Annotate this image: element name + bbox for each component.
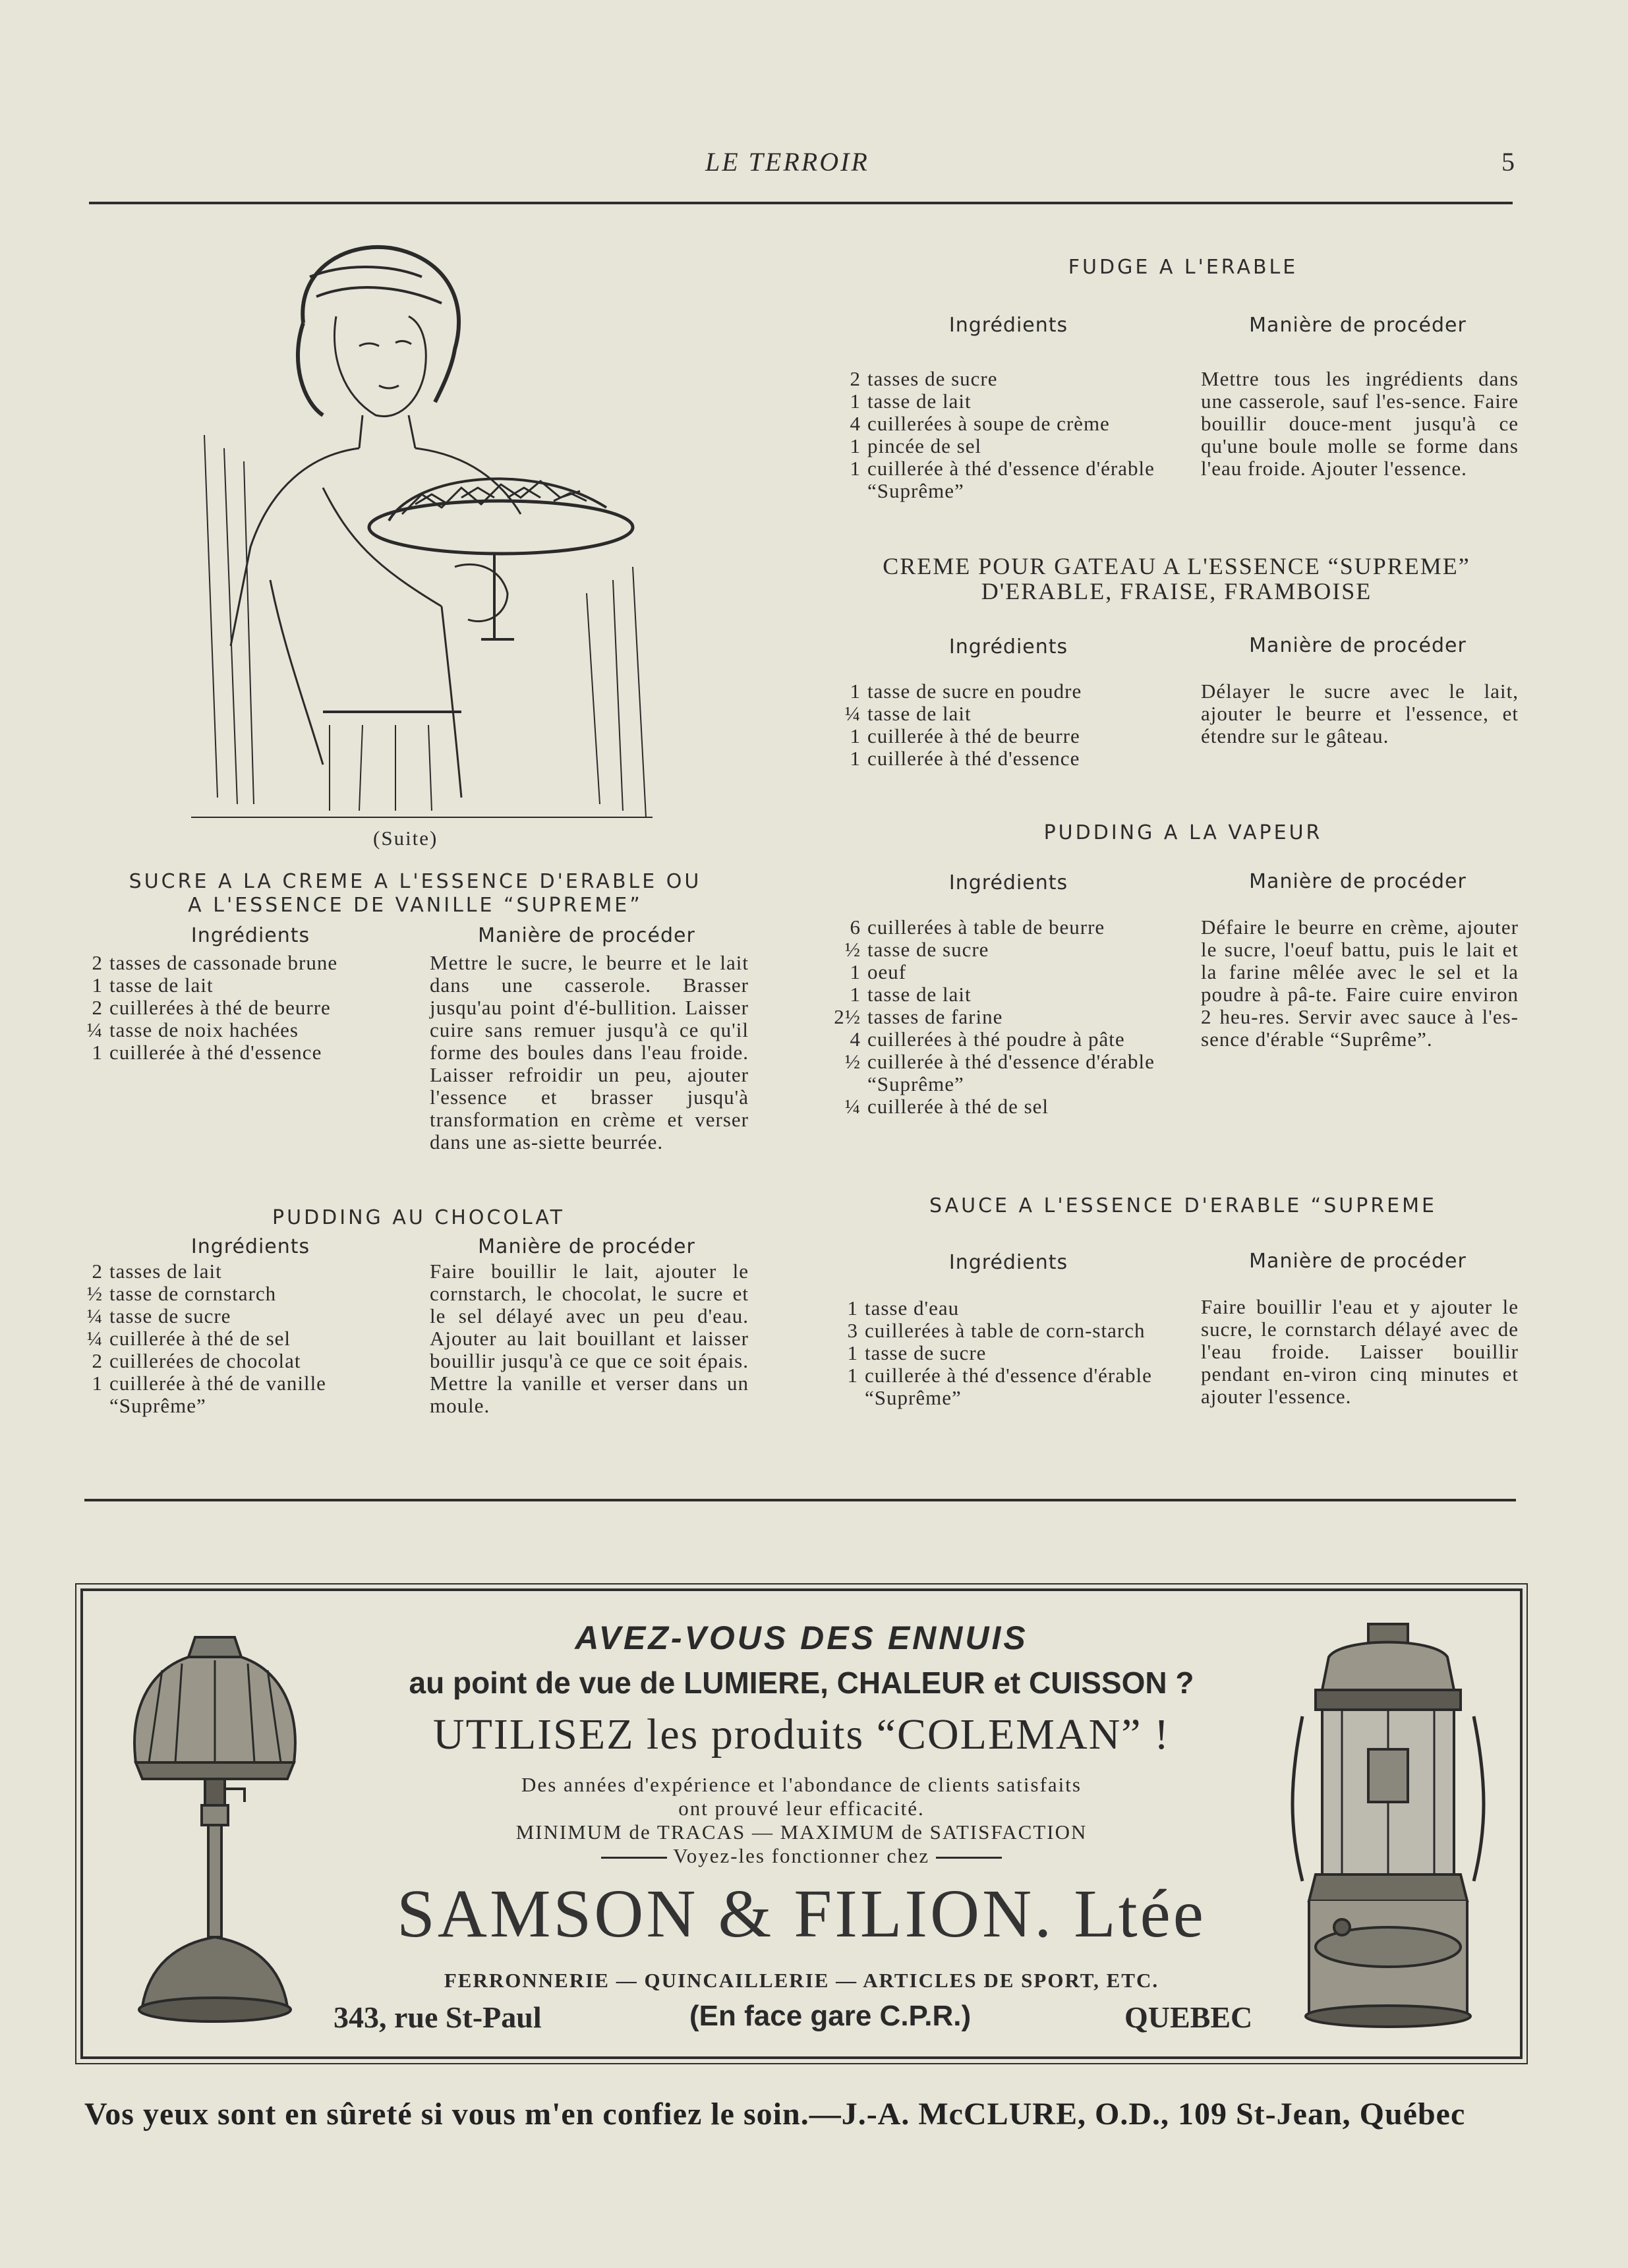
ingredient-text: tasse de lait xyxy=(867,983,972,1006)
ingredients-heading: Ingrédients xyxy=(948,871,1068,894)
ingredient-text: tasse d'eau xyxy=(865,1296,960,1320)
ingredient-text: cuillerée à thé d'essence d'érable “Suprême” xyxy=(867,1050,1155,1095)
ingredient-text: tasse de lait xyxy=(867,390,972,413)
ingredient-item xyxy=(73,1327,415,1350)
procedure-text-creme-gateau: Délayer le sucre avec le lait, ajouter le beurre et l'essence, et étendre sur le gâteau. xyxy=(1201,680,1519,747)
ingredient-quantity: ½ xyxy=(86,1282,103,1305)
ad-trades: FERRONNERIE — QUINCAILLERIE — ARTICLES DE SPORT, ETC. xyxy=(444,1969,1159,1992)
ingredients-heading: Ingrédients xyxy=(190,924,310,947)
ingredient-text: cuillerée à thé d'essence d'érable “Suprême” xyxy=(865,1364,1152,1409)
ingredient-text: cuillerées à soupe de crème xyxy=(867,412,1110,435)
ingredient-list-pudding-vapeur xyxy=(830,916,1180,1118)
ingredient-text: tasse de sucre xyxy=(867,938,989,961)
ingredient-quantity: 1 xyxy=(850,960,861,983)
ingredient-text: tasses de farine xyxy=(867,1005,1003,1028)
ingredient-text: cuillerées de chocolat xyxy=(109,1349,301,1372)
ingredient-item xyxy=(830,457,1180,502)
ad-text-line: MINIMUM de TRACAS — MAXIMUM de SATISFACTION xyxy=(515,1820,1088,1844)
ingredient-list-creme-gateau xyxy=(830,680,1180,770)
illustration-caption: (Suite) xyxy=(373,827,438,850)
header-rule xyxy=(89,202,1513,204)
recipe-title-sucre-creme xyxy=(92,870,738,917)
procedure-text-fudge: Mettre tous les ingrédients dans une casserole, sauf l'es-sence. Faire bouillir douce-ment jusqu'à ce qu'une boule molle se forme dans l'eau froide. Ajouter l'essence. xyxy=(1201,367,1519,480)
ingredient-text: tasse de lait xyxy=(867,702,972,725)
ingredient-text: cuillerée à thé de sel xyxy=(109,1327,291,1350)
ingredient-item xyxy=(828,1342,1180,1364)
ingredient-text: tasses de lait xyxy=(109,1260,222,1283)
procedure-heading: Manière de procéder xyxy=(1249,314,1467,337)
ingredient-quantity: ¼ xyxy=(86,1018,103,1041)
ingredient-item xyxy=(73,1283,415,1305)
ingredient-item xyxy=(830,390,1180,413)
ingredient-item xyxy=(73,1260,415,1283)
ingredient-quantity: 2 xyxy=(92,951,103,974)
ingredient-text: tasse de cornstarch xyxy=(109,1282,277,1305)
coleman-advertisement xyxy=(80,1588,1523,2059)
ingredient-item xyxy=(830,983,1180,1006)
ingredient-item xyxy=(73,1041,415,1064)
ingredient-text: tasse de noix hachées xyxy=(109,1018,299,1041)
ad-address: 343, rue St-Paul xyxy=(334,2000,542,2034)
ingredient-item xyxy=(830,939,1180,961)
ingredient-item xyxy=(830,1006,1180,1028)
ingredient-item xyxy=(830,435,1180,457)
ingredient-quantity: ¼ xyxy=(86,1327,103,1350)
dash-rule xyxy=(601,1857,667,1859)
dash-rule xyxy=(936,1857,1002,1859)
ingredient-quantity: 1 xyxy=(850,390,861,413)
ingredient-text: cuillerée à thé d'essence xyxy=(867,747,1080,770)
ingredient-list-pudding-chocolat xyxy=(73,1260,415,1417)
recipe-title-line: CREME POUR GATEAU A L'ESSENCE “SUPREME” xyxy=(883,553,1470,579)
ingredient-quantity: 1 xyxy=(92,1041,103,1064)
ad-text-line: ont prouvé leur efficacité. xyxy=(678,1797,925,1820)
recipe-title-line: D'ERABLE, FRAISE, FRAMBOISE xyxy=(981,578,1372,604)
recipe-title-fudge: FUDGE A L'ERABLE xyxy=(1068,256,1298,279)
ingredient-item xyxy=(828,1297,1180,1320)
ingredient-quantity: ¼ xyxy=(844,1095,861,1118)
ingredient-text: tasse de sucre xyxy=(109,1304,231,1327)
ingredient-item xyxy=(830,703,1180,725)
recipe-title-line: A L'ESSENCE DE VANILLE “SUPREME” xyxy=(188,894,643,917)
ingredient-item xyxy=(73,1372,415,1417)
ingredients-heading: Ingrédients xyxy=(948,314,1068,337)
ingredient-quantity: 1 xyxy=(92,974,103,997)
ingredient-text: cuillerée à thé de sel xyxy=(867,1095,1049,1118)
ingredient-item xyxy=(830,1028,1180,1051)
procedure-heading: Manière de procéder xyxy=(1249,870,1467,893)
ad-text-line-with-dashes xyxy=(83,1844,1520,1868)
ad-subheadline: au point de vue de LUMIERE, CHALEUR et CUISSON ? xyxy=(409,1666,1194,1700)
ingredient-item xyxy=(830,368,1180,390)
ingredient-list-sucre-creme xyxy=(73,952,415,1064)
ingredient-list-fudge xyxy=(830,368,1180,502)
ingredients-heading: Ingrédients xyxy=(948,635,1068,658)
ingredient-text: tasses de sucre xyxy=(867,367,998,390)
ingredient-text: cuillerées à table de beurre xyxy=(867,916,1105,939)
section-rule xyxy=(84,1499,1516,1501)
ingredient-text: tasse de sucre xyxy=(865,1341,987,1364)
ingredient-item xyxy=(73,1019,415,1041)
ingredient-item xyxy=(830,1051,1180,1095)
procedure-heading: Manière de procéder xyxy=(1249,1250,1467,1273)
ingredient-text: oeuf xyxy=(867,960,907,983)
recipe-title-sauce: SAUCE A L'ESSENCE D'ERABLE “SUPREME xyxy=(929,1194,1437,1217)
ingredient-list-sauce xyxy=(828,1297,1180,1409)
illustration-drawing xyxy=(191,237,653,824)
ingredient-text: tasse de lait xyxy=(109,974,214,997)
procedure-text-pudding-chocolat: Faire bouillir le lait, ajouter le cornstarch, le chocolat, le sucre et le sel délayé avec un peu d'eau. Ajouter au lait bouillant et laisser bouillir jusqu'à ce que ce soit épais. Mettre la vanille et verser dans un moule. xyxy=(430,1260,749,1417)
ad-see-them-text: Voyez-les fonctionner chez xyxy=(673,1844,930,1867)
ingredient-quantity: 3 xyxy=(847,1319,858,1342)
ingredient-text: cuillerée à thé d'essence xyxy=(109,1041,322,1064)
ad-headline: AVEZ-VOUS DES ENNUIS xyxy=(575,1619,1028,1656)
ingredient-text: cuillerée à thé d'essence d'érable “Suprême” xyxy=(867,457,1155,502)
ingredient-quantity: 2 xyxy=(92,1260,103,1283)
ad-company-name: SAMSON & FILION. Ltée xyxy=(397,1876,1206,1952)
ingredient-quantity: ¼ xyxy=(844,702,861,725)
ingredient-quantity: ½ xyxy=(844,1050,861,1073)
ingredient-text: tasses de cassonade brune xyxy=(109,951,338,974)
ingredient-quantity: 1 xyxy=(850,983,861,1006)
ingredient-item xyxy=(73,974,415,997)
ingredient-quantity: 1 xyxy=(850,747,861,770)
ingredient-item xyxy=(73,1305,415,1327)
ingredient-quantity: 4 xyxy=(850,412,861,435)
ingredient-quantity: 2 xyxy=(850,367,861,390)
ingredient-item xyxy=(830,413,1180,435)
ad-location-note: (En face gare C.P.R.) xyxy=(689,2000,972,2032)
ingredient-quantity: 1 xyxy=(850,434,861,457)
running-header-title: LE TERROIR xyxy=(705,147,869,177)
ingredient-item xyxy=(830,1095,1180,1118)
ingredient-item xyxy=(830,725,1180,747)
ingredient-quantity: 1 xyxy=(847,1296,858,1320)
procedure-heading: Manière de procéder xyxy=(478,924,695,947)
page-number: 5 xyxy=(1501,147,1515,177)
recipe-title-creme-gateau xyxy=(837,554,1516,604)
ingredient-quantity: 2½ xyxy=(834,1005,861,1028)
ingredient-item xyxy=(830,961,1180,983)
ingredient-quantity: ¼ xyxy=(86,1304,103,1327)
ingredient-text: cuillerées à thé poudre à pâte xyxy=(867,1028,1125,1051)
ingredient-item xyxy=(73,1350,415,1372)
procedure-heading: Manière de procéder xyxy=(1249,634,1467,657)
ingredients-heading: Ingrédients xyxy=(190,1235,310,1258)
ingredient-text: cuillerées à table de corn-starch xyxy=(865,1319,1146,1342)
ad-text-line: Des années d'expérience et l'abondance de clients satisfaits xyxy=(521,1773,1082,1796)
ingredient-text: cuillerée à thé de beurre xyxy=(867,724,1080,747)
ingredient-text: cuillerées à thé de beurre xyxy=(109,996,331,1019)
ingredient-item xyxy=(828,1320,1180,1342)
ingredient-quantity: 1 xyxy=(92,1372,103,1395)
footer-advert-line: Vos yeux sont en sûreté si vous m'en confiez le soin.—J.-A. McCLURE, O.D., 109 St-Jean, Québec xyxy=(84,2097,1466,2132)
ingredient-quantity: ½ xyxy=(844,938,861,961)
ingredient-item xyxy=(73,997,415,1019)
ad-product-line: UTILISEZ les produits “COLEMAN” ! xyxy=(432,1710,1171,1759)
ingredient-quantity: 4 xyxy=(850,1028,861,1051)
ingredient-quantity: 6 xyxy=(850,916,861,939)
ingredient-item xyxy=(830,916,1180,939)
ingredient-text: cuillerée à thé de vanille “Suprême” xyxy=(109,1372,326,1417)
ingredient-quantity: 1 xyxy=(850,457,861,480)
ingredient-quantity: 2 xyxy=(92,1349,103,1372)
procedure-text-sauce: Faire bouillir l'eau et y ajouter le sucre, le cornstarch délayé avec de l'eau froide. Laisser bouillir pendant en-viron cinq minutes et ajouter l'essence. xyxy=(1201,1295,1519,1408)
ingredient-item xyxy=(830,747,1180,770)
procedure-text-sucre-creme: Mettre le sucre, le beurre et le lait dans une casserole. Brasser jusqu'au point d'é-bullition. Laisser cuire sans remuer jusqu'à ce qu'il forme des boules dans l'eau froide. Laisser refroidir un peu, ajouter l'essence et brasser jusqu'à transformation en crème et verser dans une as-siette beurrée. xyxy=(430,951,749,1153)
ingredient-quantity: 1 xyxy=(847,1364,858,1387)
ad-city: QUEBEC xyxy=(1124,2000,1253,2034)
ingredient-text: pincée de sel xyxy=(867,434,982,457)
recipe-title-pudding-chocolat: PUDDING AU CHOCOLAT xyxy=(272,1206,565,1229)
procedure-text-pudding-vapeur: Défaire le beurre en crème, ajouter le sucre, l'oeuf battu, puis le lait et la farine mêlée avec le sel et la poudre à pâ-te. Faire cuire environ 2 heu-res. Servir avec sauce à l'es-sence d'érable “Suprême”. xyxy=(1201,916,1519,1051)
ingredient-quantity: 2 xyxy=(92,996,103,1019)
ingredient-item xyxy=(828,1364,1180,1409)
ingredient-quantity: 1 xyxy=(847,1341,858,1364)
ingredient-item xyxy=(830,680,1180,703)
ingredient-quantity: 1 xyxy=(850,680,861,703)
recipe-title-pudding-vapeur: PUDDING A LA VAPEUR xyxy=(1043,821,1323,844)
ingredient-text: tasse de sucre en poudre xyxy=(867,680,1082,703)
recipe-title-line: SUCRE A LA CREME A L'ESSENCE D'ERABLE OU xyxy=(129,870,702,893)
procedure-heading: Manière de procéder xyxy=(478,1235,695,1258)
ingredients-heading: Ingrédients xyxy=(948,1251,1068,1274)
ingredient-quantity: 1 xyxy=(850,724,861,747)
ingredient-item xyxy=(73,952,415,974)
woman-holding-fudge-plate-illustration xyxy=(191,237,653,824)
